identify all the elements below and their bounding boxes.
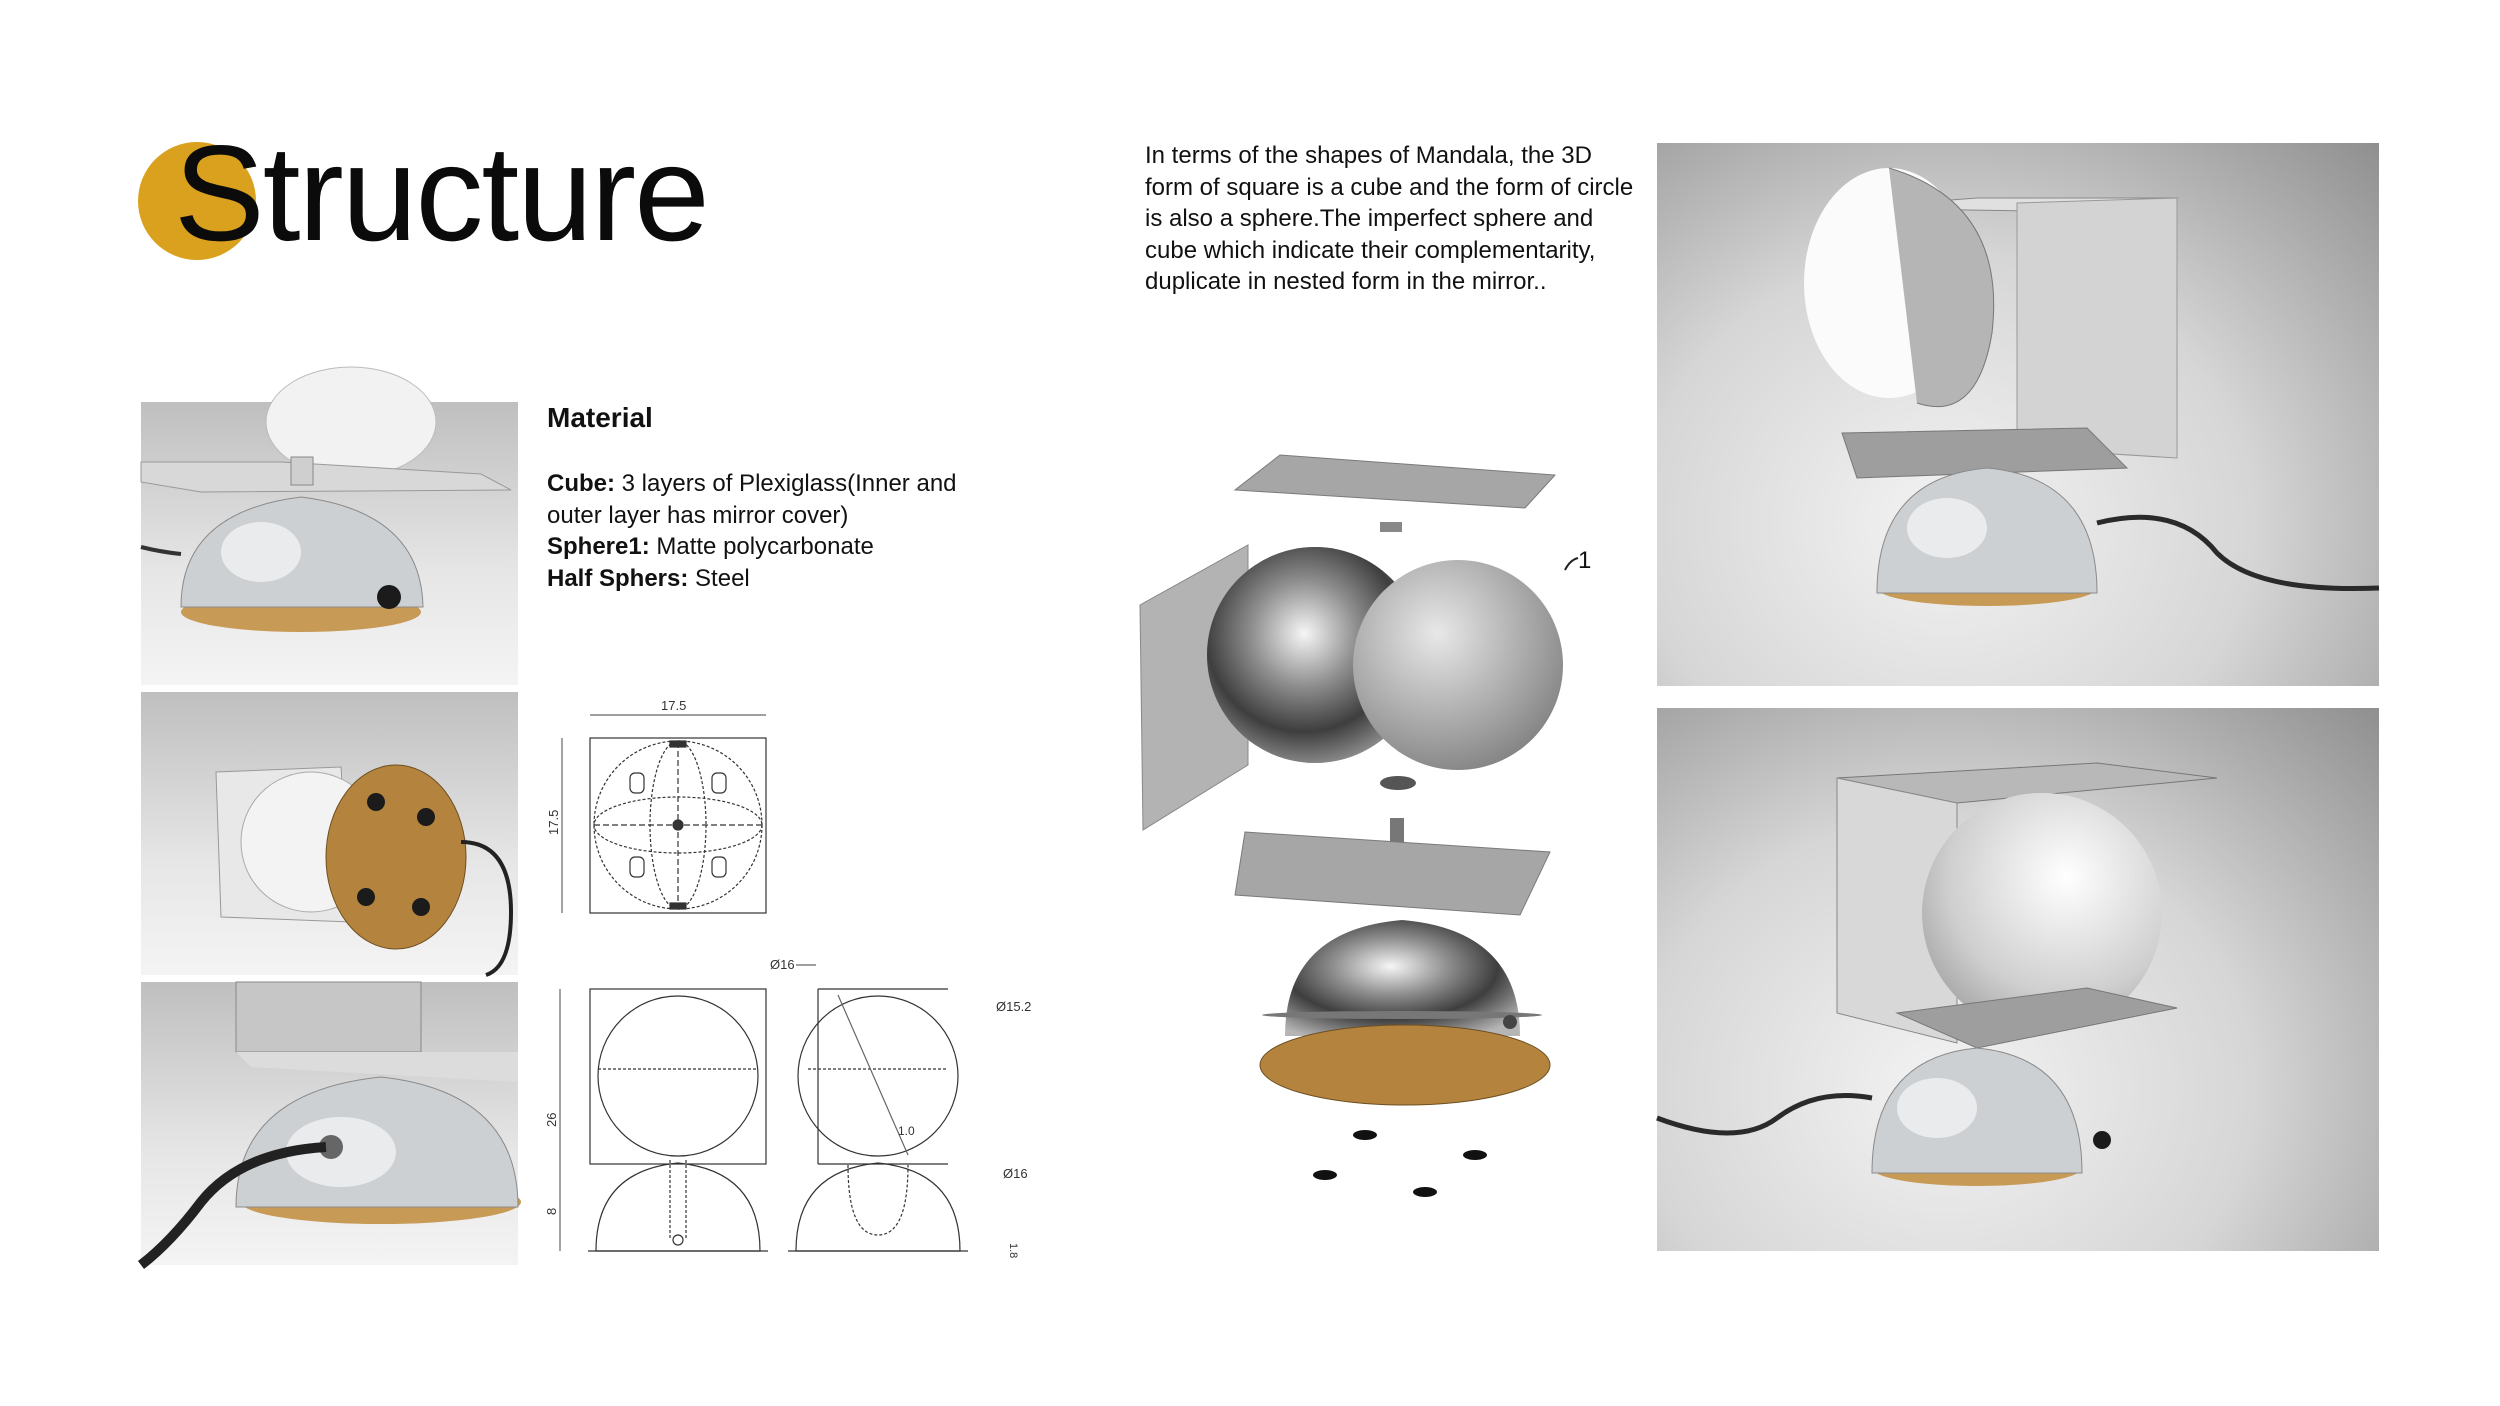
- dim-top-height: 17.5: [546, 809, 561, 835]
- dim-front-total: 26: [544, 1112, 559, 1127]
- material-text: Steel: [688, 564, 750, 592]
- dim-side-top: Ø16: [770, 957, 795, 972]
- detail-photo-cable-entry: [141, 982, 518, 1265]
- dim-side-angle: 1.0: [898, 1124, 915, 1138]
- dim-side-half-sphere: Ø16: [1003, 1166, 1028, 1181]
- render-lamp-open-cube: [1657, 143, 2379, 686]
- material-text: 3 layers of Plexiglass(Inner and outer layer has mirror cover): [547, 470, 957, 529]
- material-heading: Material: [547, 402, 653, 433]
- dim-top-width: 17.5: [661, 698, 687, 713]
- dim-side-sphere: Ø15.2: [996, 999, 1032, 1014]
- dim-side-base: 1.8: [1007, 1243, 1019, 1259]
- material-item-half-spheres: [547, 563, 967, 595]
- exploded-view-render: [1140, 440, 1615, 1200]
- material-label: Sphere1:: [547, 533, 650, 560]
- material-item-sphere: [547, 531, 967, 563]
- technical-drawings: [544, 695, 1093, 1260]
- dim-front-base: 8: [544, 1207, 559, 1215]
- material-item-cube: [547, 468, 967, 531]
- detail-photo-wood-bottom: [141, 692, 518, 975]
- material-label: Half Sphers:: [547, 564, 689, 592]
- description-paragraph: In terms of the shapes of Mandala, the 3D form of square is a cube and the form of circle is also a sphere.The imperfect sphere and cube which indicate their complementarity, duplicate in nested form in the mirror..: [1145, 142, 1634, 295]
- material-text: Matte polycarbonate: [649, 533, 874, 560]
- page-title: [138, 117, 738, 280]
- material-label: Cube:: [547, 470, 615, 497]
- callout-number: 1: [1578, 547, 1592, 574]
- detail-photo-lamp-base: [141, 402, 518, 685]
- title-text: Structure: [174, 117, 708, 269]
- material-list: [547, 468, 967, 594]
- render-lamp-closed-cube: [1657, 708, 2379, 1251]
